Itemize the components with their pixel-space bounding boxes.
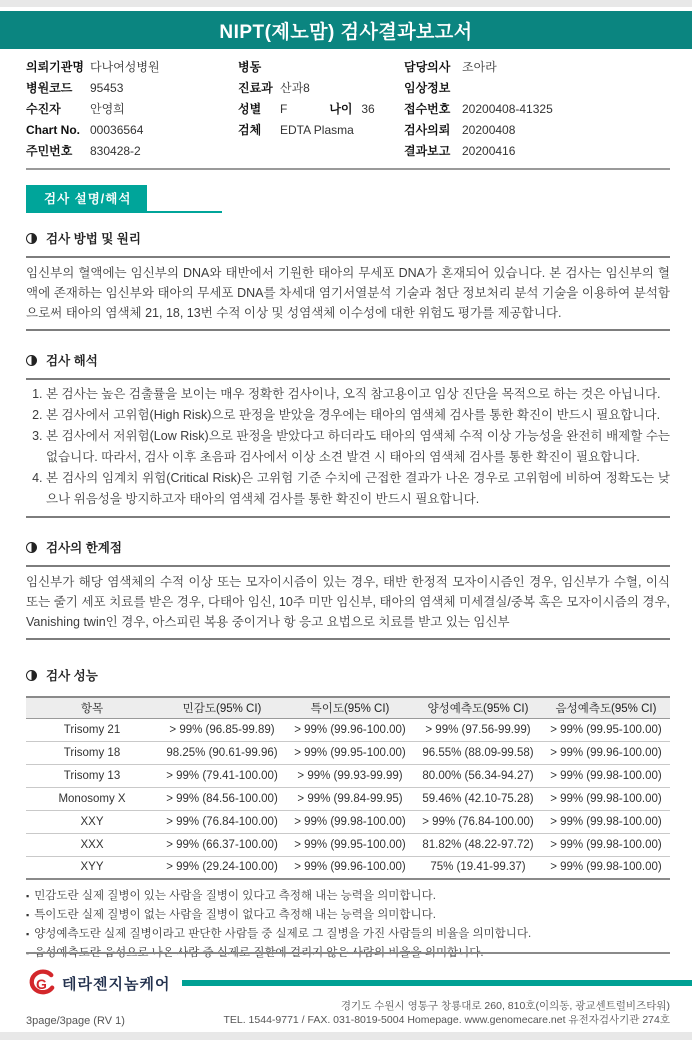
cell: 59.46% (42.10-75.28) [414,787,542,810]
cell: 80.00% (56.34-94.27) [414,764,542,787]
field-request-date [404,120,670,141]
field-accession-no [404,99,670,120]
square-bullet-icon: ▪ [26,891,30,901]
report-title: NIPT(제노맘) 검사결과보고서 [219,21,473,43]
cell: > 99% (76.84-100.00) [414,810,542,833]
cell: > 99% (99.95-100.00) [286,741,414,764]
performance-table [26,696,670,880]
method-paragraph: 임신부의 혈액에는 임신부의 DNA와 태반에서 기원한 태아의 무세포 DNA가 혼재되어 있습니다. 본 검사는 임신부의 혈액에 존재하는 임신부와 태아의 무세포 DNA를 차세대 염기서열분석 기술과 첨단 정보처리 분석 기술을 이용하여 분석함으로써 태아의 염색체 21, 18, 13번 수적 이상 및 성염색체 이수성에 대한 위험도 평가를 제공합니다. [26,266,670,320]
col-header-npv: 음성예측도(95% CI) [542,697,670,718]
company-logo-icon [26,969,56,997]
cell: > 99% (84.56-100.00) [158,787,286,810]
field-value: 20200408-41325 [462,102,553,116]
report-footer [26,952,670,1027]
table-row [26,718,670,741]
section-title-text: 검사 해석 [46,354,98,368]
cell: XYY [26,856,158,879]
cell: Trisomy 21 [26,718,158,741]
table-row [26,833,670,856]
report-title-band [0,11,692,49]
address-line2: TEL. 1544-9771 / FAX. 031-8019-5004 Homepage. www.genomecare.net 유전자검사기관 274호 [223,1014,670,1026]
square-bullet-icon: ▪ [26,910,30,920]
field-value: 20200408 [462,123,516,137]
page-top-edge [0,0,692,7]
field-label: 수진자 [26,102,61,116]
tab-test-description: 검사 설명/해석 [26,185,147,211]
table-row [26,787,670,810]
performance-table-body [26,718,670,879]
half-circle-icon [26,355,37,366]
cell: > 99% (96.85-99.89) [158,718,286,741]
field-label: 결과보고 [404,144,451,158]
half-circle-icon [26,670,37,681]
cell: > 99% (99.96-100.00) [542,741,670,764]
field-value: 20200416 [462,144,516,158]
field-value: 안영희 [90,102,125,116]
cell: 81.82% (48.22-97.72) [414,833,542,856]
divider [26,516,670,518]
field-sex-age [238,99,404,120]
field-label: 담당의사 [404,60,451,74]
page-bottom-edge [0,1032,692,1040]
field-value: EDTA Plasma [280,123,354,137]
cell: Trisomy 13 [26,764,158,787]
field-value: 조아라 [462,60,497,74]
divider [26,329,670,331]
limitations-paragraph: 임신부가 해당 염색체의 수적 이상 또는 모자이시즘이 있는 경우, 태반 한정적 모자이시즘인 경우, 임신부가 수혈, 이식 또는 줄기 세포 치료를 받은 경우, 다태아 임신, 10주 미만 임신부, 태아의 염색체 미세결실/중복 혹은 모자이시즘의 경우, Vanishing twin인 경우, 아스피린 복용 중이거나 항 응고 요법으로 치료를 받고 있는 임신부 [26,575,670,629]
field-label: 의뢰기관명 [26,60,84,74]
field-label: 나이 [329,102,353,116]
cell: 98.25% (90.61-99.96) [158,741,286,764]
cell: > 99% (97.56-99.99) [414,718,542,741]
col-header-ppv: 양성예측도(95% CI) [414,697,542,718]
section-performance-title [26,666,670,684]
col-header-item: 항목 [26,697,158,718]
cell: > 99% (66.37-100.00) [158,833,286,856]
cell: 75% (19.41-99.37) [414,856,542,879]
cell: > 99% (99.98-100.00) [542,856,670,879]
section-title-text: 검사 성능 [46,669,98,683]
divider [26,378,670,380]
field-doctor [404,57,670,78]
patient-info-divider [26,168,670,170]
field-label: 검사의뢰 [404,123,451,137]
field-report-date [404,141,670,162]
note-text: 특이도란 실제 질병이 없는 사람을 질병이 없다고 측정해 내는 능력을 의미합니다. [34,909,436,921]
cell: > 99% (99.95-100.00) [286,833,414,856]
cell: > 99% (99.98-100.00) [542,833,670,856]
half-circle-icon [26,233,37,244]
cell: > 99% (99.98-100.00) [542,810,670,833]
company-name: 테라젠지놈케어 [62,975,171,993]
cell: > 99% (99.93-99.99) [286,764,414,787]
performance-table-head [26,697,670,718]
section-interpretation-title [26,351,670,369]
note-item [26,925,670,944]
note-text: 민감도란 실제 질병이 있는 사람을 질병이 있다고 측정해 내는 능력을 의미합니다. [34,890,436,902]
company-address [223,999,670,1027]
note-item [26,906,670,925]
section-title-text: 검사 방법 및 원리 [46,232,141,246]
cell: > 99% (99.96-100.00) [286,856,414,879]
field-department [238,78,404,99]
section-limitations-title [26,538,670,556]
cell: > 99% (99.84-99.95) [286,787,414,810]
interpretation-item: 2. 본 검사에서 고위험(High Risk)으로 판정을 받았을 경우에는 태아의 염색체 검사를 통한 확진이 반드시 필요합니다. [46,405,670,426]
field-value: 산과8 [280,81,310,95]
footer-bottom-row [26,999,670,1027]
cell: > 99% (79.41-100.00) [158,764,286,787]
table-row [26,764,670,787]
field-label: 진료과 [238,81,273,95]
col-header-specificity: 특이도(95% CI) [286,697,414,718]
cell: > 99% (99.98-100.00) [542,764,670,787]
report-content [0,49,692,963]
interpretation-item: 3. 본 검사에서 저위험(Low Risk)으로 판정을 받았다고 하더라도 태아의 염색체 수적 이상 가능성을 완전히 배제할 수는 없습니다. 따라서, 검사 이후 초음파 검사에서 이상 소견 발견 시 태아의 염색체 검사를 통한 확진이 필요합니다. [46,426,670,468]
field-specimen [238,120,404,141]
field-ward [238,57,404,78]
field-value: 다나여성병원 [90,60,160,74]
footer-accent-bar [182,980,692,986]
cell: > 99% (99.98-100.00) [286,810,414,833]
cell: XXY [26,810,158,833]
cell: Trisomy 18 [26,741,158,764]
field-value: 00036564 [90,123,144,137]
section-title-text: 검사의 한계점 [46,541,122,555]
interpretation-list [26,384,670,510]
field-label: 주민번호 [26,144,73,158]
cell: > 99% (99.98-100.00) [542,787,670,810]
square-bullet-icon: ▪ [26,948,30,958]
square-bullet-icon: ▪ [26,929,30,939]
field-value: 830428-2 [90,144,141,158]
field-resident-no [26,141,238,162]
interpretation-item: 1. 본 검사는 높은 검출률을 보이는 매우 정확한 검사이나, 오직 참고용이고 임상 진단을 목적으로 하는 것은 아닙니다. [46,384,670,405]
page-number: 3page/3page (RV 1) [26,1015,125,1027]
cell: XXX [26,833,158,856]
field-age [329,99,374,120]
divider [26,638,670,640]
field-label: 임상정보 [404,81,451,95]
half-circle-icon [26,542,37,553]
interpretation-item: 4. 본 검사의 임계치 위험(Critical Risk)은 고위험 기준 수치에 근접한 결과가 나온 경우로 고위험에 비하여 정확도는 낮으나 위음성을 방지하고자 태아의 염색체 검사를 통한 확진이 반드시 필요합니다. [46,468,670,510]
table-row [26,741,670,764]
address-line1: 경기도 수원시 영통구 창룡대로 260, 810호(이의동, 광교센트럴비즈타워) [340,1000,670,1012]
field-chart-no [26,120,238,141]
field-clinical-info [404,78,670,99]
table-header-row [26,697,670,718]
table-row [26,856,670,879]
patient-info-col1 [26,57,238,162]
footer-divider [26,952,670,954]
cell: > 99% (99.95-100.00) [542,718,670,741]
note-text: 양성예측도란 실제 질병이라고 판단한 사람들 중 실제로 그 질병을 가진 사람들의 비율을 의미합니다. [34,928,532,940]
field-requesting-org [26,57,238,78]
field-hospital-code [26,78,238,99]
field-patient-name [26,99,238,120]
svg-text:G: G [36,976,47,993]
field-label: 병동 [238,60,262,74]
table-row [26,810,670,833]
field-value: 95453 [90,81,124,95]
section-method-title [26,229,670,247]
cell: > 99% (99.96-100.00) [286,718,414,741]
section-tab-wrap [26,185,222,213]
cell: > 99% (76.84-100.00) [158,810,286,833]
cell: 96.55% (88.09-99.58) [414,741,542,764]
patient-info [26,57,670,162]
note-text: 음성예측도란 음성으로 나온 사람 중 실제로 질환에 걸리지 않은 사람의 비율을 의미합니다. [34,947,484,959]
footer-logo-row [26,969,670,997]
patient-info-col2 [238,57,404,162]
cell: > 99% (29.24-100.00) [158,856,286,879]
note-item [26,887,670,906]
field-label: 접수번호 [404,102,451,116]
field-value: 36 [361,102,375,116]
field-label: Chart No. [26,123,80,137]
field-label: 병원코드 [26,81,73,95]
field-label: 성별 [238,102,262,116]
field-label: 검체 [238,123,262,137]
cell: Monosomy X [26,787,158,810]
col-header-sensitivity: 민감도(95% CI) [158,697,286,718]
patient-info-col3 [404,57,670,162]
field-value: F [280,102,288,116]
